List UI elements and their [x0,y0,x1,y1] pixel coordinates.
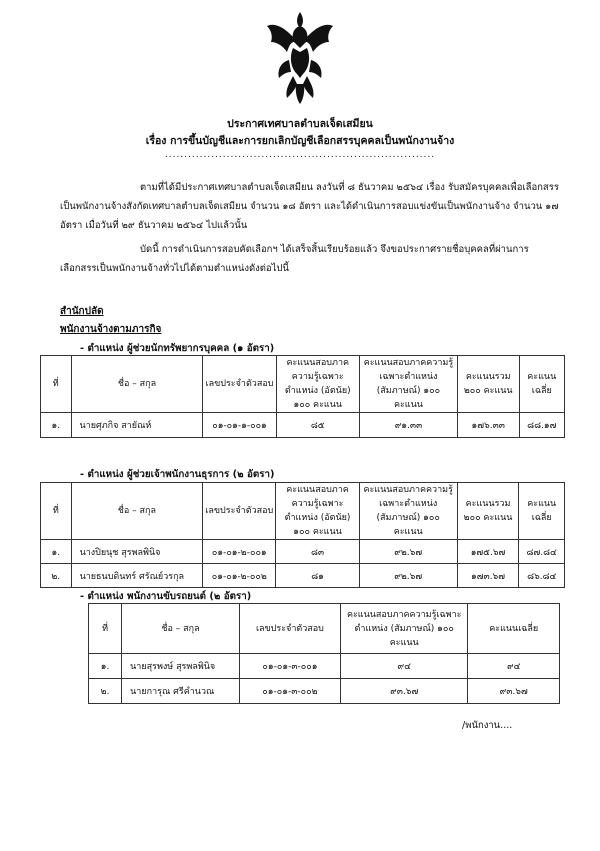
score-table-hr-assistant [40,355,565,438]
section-office: สำนักปลัด [60,306,104,317]
table-row: ๑. นายสุรพงษ์ สุรพลพินิจ ๐๑-๐๑-๓-๐๐๑ ๙๔ ๙๔ [89,654,560,679]
col-total-score: คะแนนรวม ๒๐๐ คะแนน [457,356,519,413]
position-title-hr-assistant: - ตำแหน่ง ผู้ช่วยนักทรัพยากรบุคคล (๑ อัตรา) [80,343,275,354]
col-interview-score: คะแนนสอบภาคความรู้เฉพาะตำแหน่ง (สัมภาษณ์) ๑๐๐ คะแนน [359,483,457,540]
col-average: คะแนนเฉลี่ย [519,356,564,413]
col-no: ที่ [89,604,122,654]
table-row: ๒. นายการุณ ศรีคำนวณ ๐๑-๐๑-๓-๐๐๒ ๙๓.๖๗ ๙๓.๖๗ [89,679,560,704]
paragraph-announcement: บัดนี้ การดำเนินการสอบคัดเลือกฯ ได้เสร็จสิ้นเรียบร้อยแล้ว จึงขอประกาศรายชื่อบุคคลที่ผ่านการเลือกสรรเป็นพนักงานจ้างทั่วไปได้ตามตำแหน่งดังต่อไปนี้ [60,244,529,274]
announcement-title: ประกาศเทศบาลตำบลเจ็ดเสมียน [227,118,373,130]
table-header-row [41,483,565,540]
continuation-note: /พนักงาน.... [462,720,513,731]
paragraph-intro: ตามที่ได้มีประกาศเทศบาลตำบลเจ็ดเสมียน ลงวันที่ ๘ ธันวาคม ๒๕๖๔ เรื่อง รับสมัครบุคคลเพื่อเลือกสรรเป็นพนักงานจ้างสังกัดเทศบาลตำบลเจ็ดเสมียน จำนวน ๑๘ อัตรา และได้ดำเนินการสอบแข่งขันเป็นพนักงานจ้าง จำนวน ๑๗ อัตรา เมื่อวันที่ ๒๙ ธันวาคม ๒๕๖๔ ไปแล้วนั้น [60,182,559,231]
col-written-score: คะแนนสอบภาคความรู้เฉพาะตำแหน่ง (อัตนัย) ๑๐๐ คะแนน [276,483,359,540]
col-total-score: คะแนนรวม ๒๐๐ คะแนน [457,483,519,540]
table-row: ๒. นายธนบดินทร์ ศรัณย์วรกุล ๐๑-๐๑-๒-๐๐๒ ๘๑ ๙๒.๖๗ ๑๗๓.๖๗ ๘๖.๘๔ [41,564,565,588]
section-employee-type: พนักงานจ้างตามภารกิจ [60,324,162,335]
score-table-driver [88,603,560,704]
col-no: ที่ [41,483,72,540]
col-name: ชื่อ – สกุล [71,356,203,413]
position-title-driver: - ตำแหน่ง พนักงานขับรถยนต์ (๒ อัตรา) [80,591,252,602]
announcement-subject: เรื่อง การขึ้นบัญชีและการยกเลิกบัญชีเลือกสรรบุคคลเป็นพนักงานจ้าง [145,135,455,147]
col-exam-id: เลขประจำตัวสอบ [203,483,276,540]
col-exam-id: เลขประจำตัวสอบ [239,604,340,654]
position-title-admin-assistant: - ตำแหน่ง ผู้ช่วยเจ้าพนักงานธุรการ (๒ อัตรา) [80,469,275,480]
col-average: คะแนนเฉลี่ย [519,483,565,540]
table-header-row [41,356,565,413]
col-written-score: คะแนนสอบภาคความรู้เฉพาะตำแหน่ง (อัตนัย) ๑๐๐ คะแนน [276,356,359,413]
garuda-emblem-icon [263,8,337,106]
col-no: ที่ [41,356,72,413]
table-row: ๑. นางปิยนุช สุรพลพินิจ ๐๑-๐๑-๒-๐๐๑ ๘๓ ๙๒.๖๗ ๑๗๕.๖๗ ๘๗.๘๔ [41,540,565,564]
col-exam-id: เลขประจำตัวสอบ [203,356,276,413]
col-name: ชื่อ – สกุล [71,483,203,540]
col-interview-score: คะแนนสอบภาคความรู้เฉพาะตำแหน่ง (สัมภาษณ์) ๑๐๐ คะแนน [359,356,457,413]
table-header-row [89,604,560,654]
col-interview-score: คะแนนสอบภาคความรู้เฉพาะตำแหน่ง (สัมภาษณ์) ๑๐๐ คะแนน [340,604,467,654]
divider-dots: ...................................................................... [164,150,436,160]
col-average: คะแนนเฉลี่ย [468,604,560,654]
score-table-admin-assistant [40,482,565,588]
table-row: ๑. นายศุภกิจ สายัณห์ ๐๑-๐๑-๑-๐๐๑ ๘๕ ๙๑.๓๓ ๑๗๖.๓๓ ๘๘.๑๗ [41,413,565,438]
col-name: ชื่อ – สกุล [122,604,240,654]
